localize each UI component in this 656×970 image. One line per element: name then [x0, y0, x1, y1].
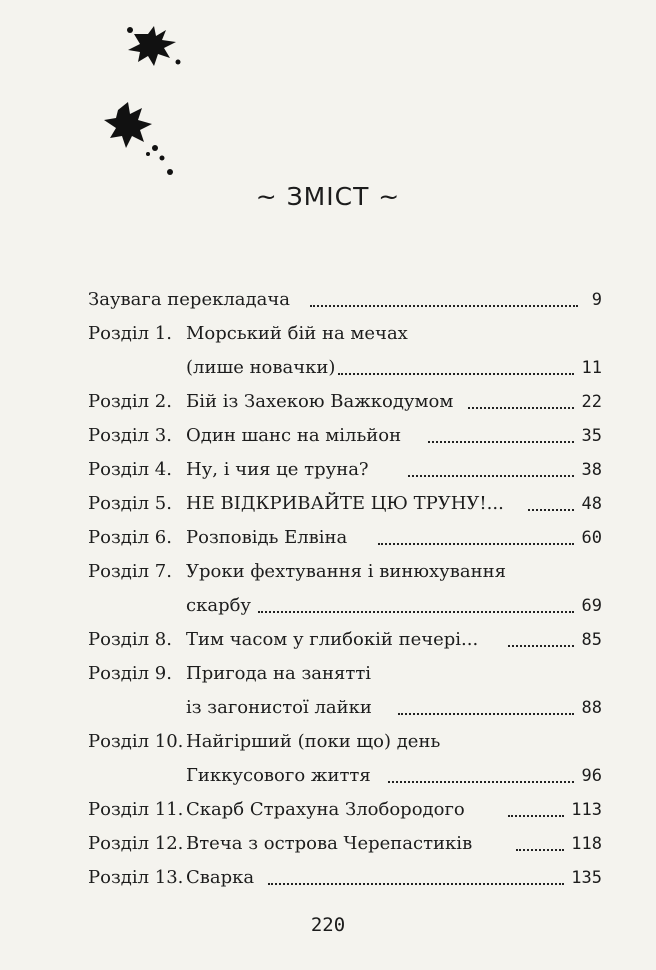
table-of-contents — [88, 283, 602, 895]
contents-heading: ~ ЗМІСТ ~ — [255, 182, 401, 211]
dot-leader — [258, 609, 574, 613]
toc-entry-title: Розповідь Елвіна — [186, 527, 348, 548]
toc-entry[interactable] — [88, 487, 602, 521]
toc-page-number: 38 — [581, 460, 602, 480]
toc-entry[interactable] — [88, 419, 602, 453]
dot-leader — [338, 371, 574, 375]
dot-leader — [388, 779, 574, 783]
toc-entry-title: Уроки фехтування і винюхування — [186, 561, 506, 582]
toc-chapter-label: Розділ 8. — [88, 629, 172, 650]
dot-leader — [508, 643, 574, 647]
toc-entry[interactable] — [88, 793, 602, 827]
toc-chapter-label: Розділ 13. — [88, 867, 184, 888]
toc-entry-title: НЕ ВІДКРИВАЙТЕ ЦЮ ТРУНУ!... — [186, 493, 504, 514]
toc-page-number: 35 — [581, 426, 602, 446]
toc-entry[interactable] — [88, 317, 602, 351]
toc-entry[interactable] — [88, 555, 602, 589]
toc-entry-continuation[interactable] — [88, 759, 602, 793]
toc-page-number: 85 — [581, 630, 602, 650]
toc-page-number: 48 — [581, 494, 602, 514]
dot-leader — [378, 541, 574, 545]
toc-page-number: 135 — [571, 868, 602, 888]
dot-leader — [310, 303, 578, 307]
toc-page-number: 69 — [581, 596, 602, 616]
toc-entry-title-line2: (лише новачки) — [186, 357, 336, 378]
page-number-folio: 220 — [310, 914, 346, 936]
toc-chapter-label: Розділ 9. — [88, 663, 172, 684]
ink-splat-icon — [118, 22, 188, 74]
toc-entry[interactable] — [88, 623, 602, 657]
toc-entry-continuation[interactable] — [88, 351, 602, 385]
toc-chapter-label: Розділ 1. — [88, 323, 172, 344]
toc-entry-title: Втеча з острова Черепастиків — [186, 833, 473, 854]
toc-chapter-label: Розділ 7. — [88, 561, 172, 582]
toc-entry-title: Сварка — [186, 867, 255, 888]
toc-chapter-label: Розділ 11. — [88, 799, 184, 820]
toc-entry[interactable] — [88, 283, 602, 317]
toc-page-number: 88 — [581, 698, 602, 718]
toc-page-number: 118 — [571, 834, 602, 854]
toc-chapter-label: Розділ 5. — [88, 493, 172, 514]
toc-entry-title: Один шанс на мільйон — [186, 425, 402, 446]
toc-entry-title: Бій із Захекою Важкодумом — [186, 391, 454, 412]
toc-page-number: 11 — [581, 358, 602, 378]
toc-chapter-label: Розділ 6. — [88, 527, 172, 548]
toc-entry-title: Найгірший (поки що) день — [186, 731, 441, 752]
dot-leader — [408, 473, 574, 477]
toc-entry-title-line2: Гиккусового життя — [186, 765, 371, 786]
toc-page-number: 60 — [581, 528, 602, 548]
toc-page-number: 9 — [591, 290, 602, 310]
dot-leader — [428, 439, 574, 443]
toc-entry[interactable] — [88, 725, 602, 759]
dot-leader — [398, 711, 574, 715]
toc-entry[interactable] — [88, 453, 602, 487]
dot-leader — [468, 405, 574, 409]
toc-entry-title-line2: із загонистої лайки — [186, 697, 372, 718]
toc-entry[interactable] — [88, 521, 602, 555]
toc-chapter-label: Розділ 2. — [88, 391, 172, 412]
toc-chapter-label: Розділ 4. — [88, 459, 172, 480]
toc-entry-title: Заувага перекладача — [88, 289, 290, 310]
toc-entry-continuation[interactable] — [88, 589, 602, 623]
dot-leader — [516, 847, 564, 851]
toc-entry-title: Скарб Страхуна Злобородого — [186, 799, 465, 820]
toc-entry-title-line2: скарбу — [186, 595, 252, 616]
toc-entry-title: Тим часом у глибокій печері... — [186, 629, 479, 650]
toc-entry[interactable] — [88, 861, 602, 895]
ink-splat-icon — [100, 92, 185, 184]
toc-page-number: 113 — [571, 800, 602, 820]
toc-entry-continuation[interactable] — [88, 691, 602, 725]
toc-chapter-label: Розділ 10. — [88, 731, 184, 752]
toc-page-number: 22 — [581, 392, 602, 412]
toc-entry[interactable] — [88, 657, 602, 691]
dot-leader — [268, 881, 564, 885]
dot-leader — [508, 813, 564, 817]
toc-entry[interactable] — [88, 385, 602, 419]
toc-chapter-label: Розділ 12. — [88, 833, 184, 854]
toc-entry-title: Ну, і чия це труна? — [186, 459, 369, 480]
dot-leader — [528, 507, 574, 511]
toc-chapter-label: Розділ 3. — [88, 425, 172, 446]
toc-page-number: 96 — [581, 766, 602, 786]
toc-entry[interactable] — [88, 827, 602, 861]
toc-entry-title: Морський бій на мечах — [186, 323, 408, 344]
toc-entry-title: Пригода на занятті — [186, 663, 372, 684]
